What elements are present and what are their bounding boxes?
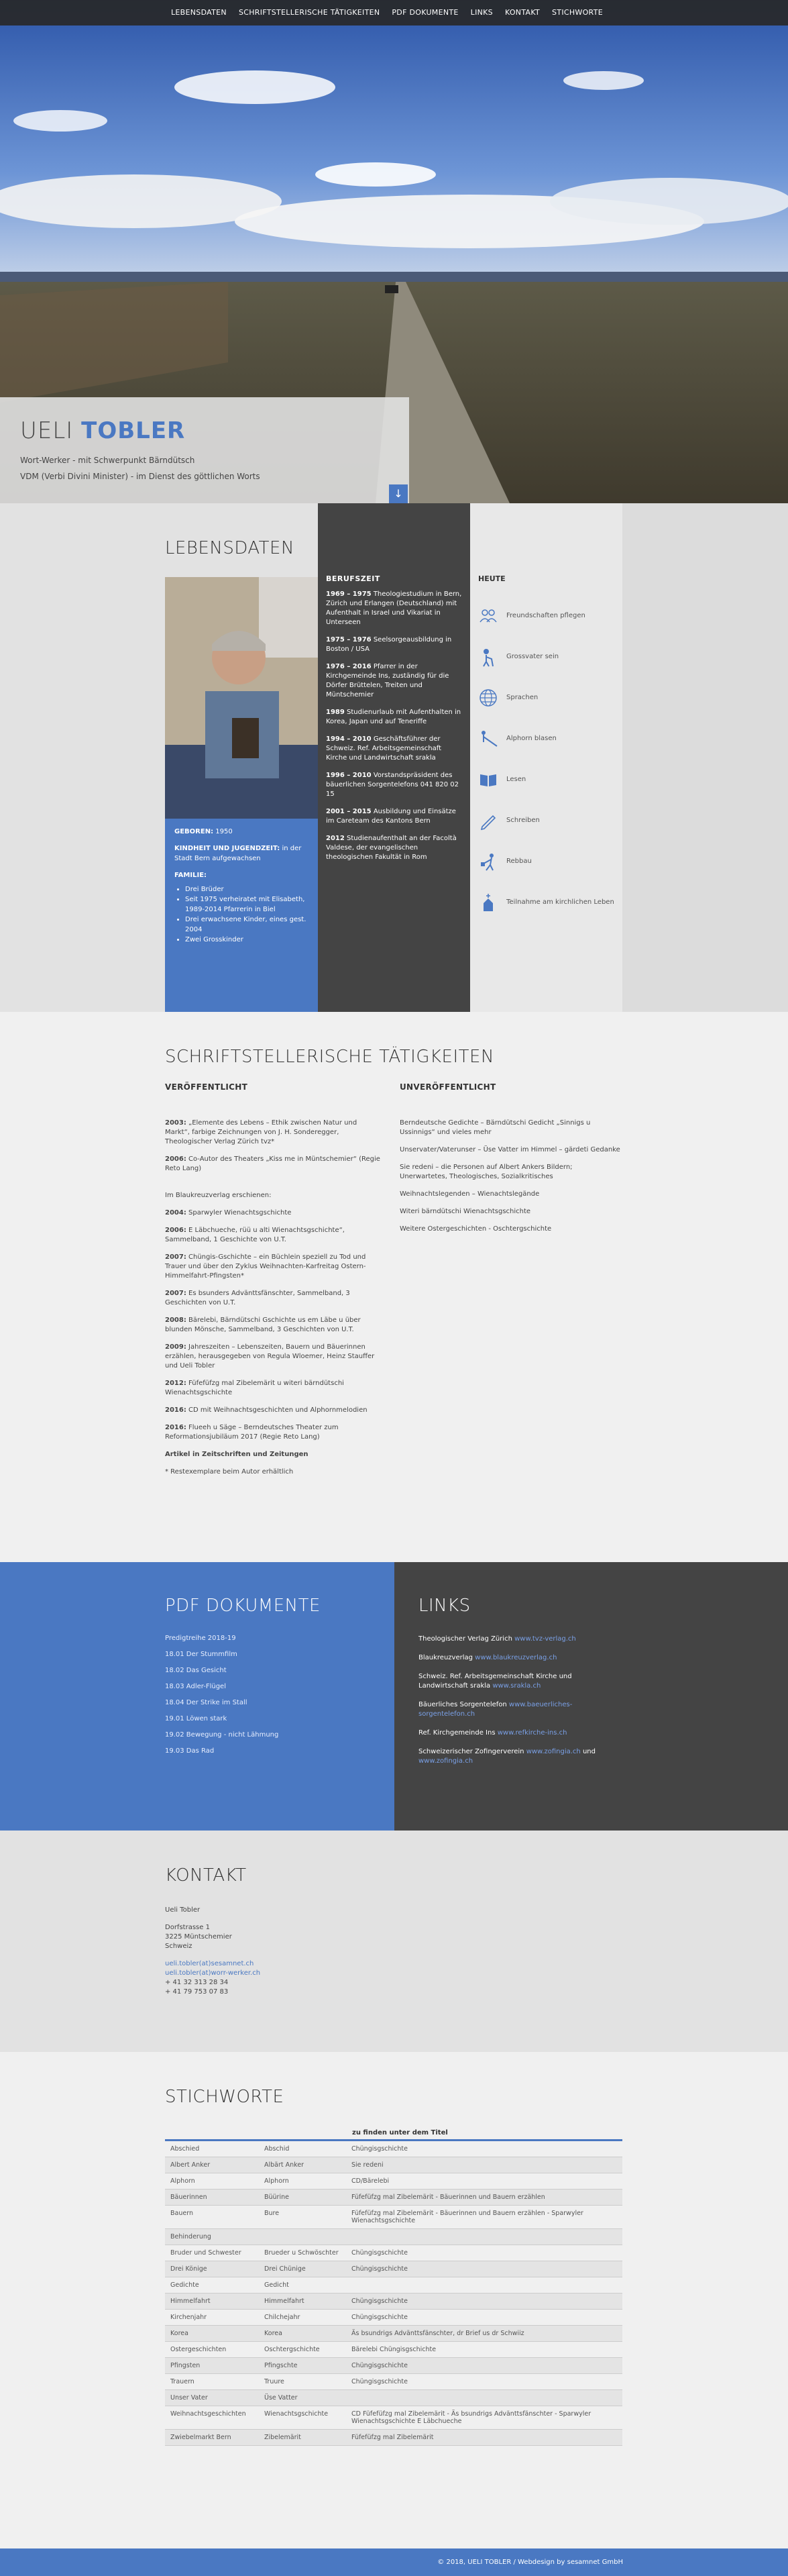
titel-cell: CD Füfefüfzg mal Zibelemärit - Äs bsundrigs Advänttsfänschter - Sparwyler Wienachtsgschichte E Läbchueche [346, 2406, 622, 2430]
geboren-value: 1950 [213, 828, 233, 835]
contact-email-link[interactable]: ueli.tobler(at)worr-werker.ch [165, 1969, 261, 1977]
beruf-item: 1996 – 2010 Vorstandspräsident des bäuerlichen Sorgentelefons 041 820 02 15 [326, 772, 459, 798]
pdf-item[interactable]: 18.01 Der Stummfilm [165, 1651, 237, 1658]
link-item: Bäuerliches Sorgentelefon www.baeuerliches-sorgentelefon.ch [418, 1701, 573, 1718]
section-title-stichworte: STICHWORTE [165, 2087, 284, 2107]
pdf-item[interactable]: Predigtreihe 2018-19 [165, 1635, 236, 1642]
people-icon [478, 606, 498, 626]
unpublished-item: Weitere Ostergeschichten - Oschtergschichte [400, 1225, 552, 1233]
section-title-schrift: SCHRIFTSTELLERISCHE TÄTIGKEITEN [165, 1047, 494, 1067]
church-icon [478, 892, 498, 913]
contact-email-link[interactable]: ueli.tobler(at)sesamnet.ch [165, 1960, 254, 1967]
stichwort-cell: Alphorn [165, 2173, 259, 2189]
stichwort-cell: Pfingsten [165, 2358, 259, 2374]
mundart-cell: Wienachtsgschichte [259, 2406, 346, 2430]
section-title-kontakt: KONTAKT [165, 1865, 247, 1886]
contact-phone: + 41 32 313 28 34 [165, 1979, 229, 1986]
stichwort-cell: Bäuerinnen [165, 2189, 259, 2206]
publication-item: 2006: Co-Autor des Theaters „Kiss me in Müntschemier“ (Regie Reto Lang) [165, 1155, 380, 1172]
titel-cell: Bärelebi Chüngisgschichte [346, 2342, 622, 2358]
table-row [165, 2173, 622, 2189]
titel-cell: CD/Bärelebi [346, 2173, 622, 2189]
section-title-links: LINKS [418, 1596, 471, 1616]
arrow-down-icon[interactable]: ↓ [389, 484, 408, 503]
berufszeit-column [318, 503, 470, 1012]
hero-section [0, 0, 788, 503]
pdf-item[interactable]: 19.03 Das Rad [165, 1747, 215, 1755]
publication-item: 2007: Es bsunders Advänttsfänschter, Sammelband, 3 Geschichten von U.T. [165, 1290, 350, 1306]
table-row [165, 2141, 622, 2157]
hero-subtitle-line-1: Wort-Werker - mit Schwerpunkt Bärndütsch [20, 456, 195, 465]
table-row [165, 2326, 622, 2342]
stichwort-cell: Himmelfahrt [165, 2294, 259, 2310]
table-row [165, 2390, 622, 2406]
beruf-item: 1975 – 1976 Seelsorgeausbildung in Boston / USA [326, 636, 452, 653]
titel-cell: Chüngisgschichte [346, 2294, 622, 2310]
stichwort-cell: Zwiebelmarkt Bern [165, 2430, 259, 2446]
pen-icon [478, 811, 498, 831]
contact-phone: + 41 79 753 07 83 [165, 1988, 229, 1996]
veroeffentlicht-heading: VERÖFFENTLICHT [165, 1082, 248, 1092]
publication-item: Artikel in Zeitschriften und Zeitungen [165, 1451, 308, 1458]
beruf-item: 1989 Studienurlaub mit Aufenthalten in Korea, Japan und auf Teneriffe [326, 709, 461, 725]
heute-column [470, 503, 622, 1012]
titel-cell: Füfefüfzg mal Zibelemärit [346, 2430, 622, 2446]
contact-city: 3225 Müntschemier [165, 1933, 232, 1941]
mundart-cell: Büürine [259, 2189, 346, 2206]
titel-cell: Chüngisgschichte [346, 2141, 622, 2157]
mundart-cell: Oschtergschichte [259, 2342, 346, 2358]
stichwort-cell: Unser Vater [165, 2390, 259, 2406]
pdf-dokumente-panel [0, 1562, 394, 1831]
hero-subtitle-line-2: VDM (Verbi Divini Minister) - im Dienst des göttlichen Worts [20, 472, 260, 481]
mundart-cell: Korea [259, 2326, 346, 2342]
stichworte-table [165, 2139, 622, 2446]
publication-item: 2009: Jahreszeiten – Lebenszeiten, Bauern und Bäuerinnen erzählen, herausgegeben von Regula Wloemer, Heinz Stauffer und Ueli Tobler [165, 1343, 375, 1370]
table-row [165, 2342, 622, 2358]
heute-item: Freundschaften pflegen [478, 595, 614, 636]
link-item: Schweizerischer Zofingerverein www.zofingia.ch und www.zofingia.ch [418, 1748, 596, 1765]
schriftstellerische-section [0, 1012, 788, 1562]
table-row [165, 2261, 622, 2277]
titel-cell [346, 2277, 622, 2294]
familie-item: • Seit 1975 verheiratet mit Elisabeth, 1989-2014 Pfarrerin in Biel [185, 894, 308, 915]
grandfather-icon [478, 647, 498, 667]
table-row [165, 2358, 622, 2374]
heute-item: Lesen [478, 759, 614, 800]
link-url[interactable]: www.refkirche-ins.ch [497, 1729, 567, 1737]
unveroeffentlicht-column [400, 1082, 621, 1242]
portrait-photo [165, 577, 318, 819]
familie-item: • Drei erwachsene Kinder, eines gest. 2004 [185, 915, 308, 935]
beruf-item: 1994 – 2010 Geschäftsführer der Schweiz. Ref. Arbeitsgemeinschaft Kirche und Landwirtschaft srakla [326, 735, 442, 762]
link-item: Theologischer Verlag Zürich www.tvz-verlag.ch [418, 1635, 576, 1643]
link-url[interactable]: www.tvz-verlag.ch [514, 1635, 576, 1643]
nav-item-links[interactable]: LINKS [470, 8, 493, 17]
publication-item: Im Blaukreuzverlag erschienen: [165, 1192, 272, 1199]
publication-item: 2008: Bärelebi, Bärndütschi Gschichte us em Läbe u über blunden Mönsche, Sammelband, 3 Geschichten von U.T. [165, 1317, 361, 1333]
stichwort-cell: Bruder und Schwester [165, 2245, 259, 2261]
table-row [165, 2229, 622, 2245]
unveroeffentlicht-heading: UNVERÖFFENTLICHT [400, 1082, 496, 1092]
nav-item-pdf-dokumente[interactable]: PDF DOKUMENTE [392, 8, 459, 17]
heute-item: Rebbau [478, 841, 614, 882]
table-row [165, 2277, 622, 2294]
titel-cell [346, 2229, 622, 2245]
publication-item: * Restexemplare beim Autor erhältlich [165, 1468, 294, 1476]
titel-cell: Chüngisgschichte [346, 2310, 622, 2326]
familie-label: FAMILIE: [174, 872, 207, 879]
titel-cell: Chüngisgschichte [346, 2358, 622, 2374]
kindheit-label: KINDHEIT UND JUGENDZEIT: [174, 845, 280, 852]
stichwort-cell: Behinderung [165, 2229, 259, 2245]
beruf-item: 2001 – 2015 Ausbildung und Einsätze im Careteam des Kantons Bern [326, 808, 456, 825]
contact-country: Schweiz [165, 1943, 192, 1950]
alphorn-icon [478, 729, 498, 749]
stichwort-cell: Kirchenjahr [165, 2310, 259, 2326]
hero-name: UELI TOBLER [20, 417, 186, 444]
globe-icon [478, 688, 498, 708]
heute-heading: HEUTE [478, 574, 506, 583]
publication-item: 2016: Flueeh u Säge – Berndeutsches Theater zum Reformationsjubiläum 2017 (Regie Reto Lang) [165, 1424, 339, 1441]
mundart-cell: Himmelfahrt [259, 2294, 346, 2310]
mundart-cell: Albärt Anker [259, 2157, 346, 2173]
table-row [165, 2374, 622, 2390]
publication-item: 2003: „Elemente des Lebens – Ethik zwischen Natur und Markt“, farbige Zeichnungen von J. H. Sonderegger, Theologischer Verlag Zürich tvz* [165, 1119, 357, 1145]
geboren-label: GEBOREN: [174, 828, 214, 835]
stichwort-cell: Albert Anker [165, 2157, 259, 2173]
stichwort-cell: Abschied [165, 2141, 259, 2157]
heute-item: Schreiben [478, 800, 614, 841]
mundart-cell: Abschid [259, 2141, 346, 2157]
nav-item-schriftstellerische-taetigkeiten[interactable]: SCHRIFTSTELLERISCHE TÄTIGKEITEN [238, 8, 380, 17]
mundart-cell: Drei Chünige [259, 2261, 346, 2277]
titel-cell: Sie redeni [346, 2157, 622, 2173]
titel-cell: Füfefüfzg mal Zibelemärit - Bäuerinnen und Bauern erzählen [346, 2189, 622, 2206]
publication-item: 2012: Füfefüfzg mal Zibelemärit u witeri bärndütschi Wienachtsgschichte [165, 1380, 344, 1396]
stichworte-section [0, 2052, 788, 2548]
link-url[interactable]: www.baeuerliches-sorgentelefon.ch [418, 1701, 573, 1718]
pdf-links-section [0, 1562, 788, 1831]
book-icon [478, 770, 498, 790]
titel-cell: Chüngisgschichte [346, 2261, 622, 2277]
stichworte-table-header: zu finden unter dem Titel [352, 2129, 448, 2136]
pdf-item[interactable]: 18.02 Das Gesicht [165, 1667, 227, 1674]
titel-cell: Chüngisgschichte [346, 2245, 622, 2261]
titel-cell: Füfefüfzg mal Zibelemärit - Bäuerinnen und Bauern erzählen - Sparwyler Wienachtsgschichte [346, 2206, 622, 2229]
mundart-cell: Zibelemärit [259, 2430, 346, 2446]
table-row [165, 2245, 622, 2261]
publication-item: 2006: E Läbchueche, rüü u alti Wienachtsgschichte“, Sammelband, 1 Geschichte von U.T. [165, 1227, 345, 1243]
section-title-lebensdaten: LEBENSDATEN [165, 538, 294, 558]
profile-card [165, 577, 318, 1012]
mundart-cell: Alphorn [259, 2173, 346, 2189]
mundart-cell: Brueder u Schwöschter [259, 2245, 346, 2261]
link-item: Blaukreuzverlag www.blaukreuzverlag.ch [418, 1654, 557, 1661]
pdf-item[interactable]: 19.01 Löwen stark [165, 1715, 227, 1722]
lebensdaten-section [0, 503, 788, 1012]
gardening-icon [478, 852, 498, 872]
mundart-cell: Gedicht [259, 2277, 346, 2294]
stichwort-cell: Bauern [165, 2206, 259, 2229]
stichwort-cell: Korea [165, 2326, 259, 2342]
pdf-item[interactable]: 18.03 Adler-Flügel [165, 1683, 226, 1690]
contact-name: Ueli Tobler [165, 1906, 201, 1914]
heute-item: Grossvater sein [478, 636, 614, 677]
publication-item: 2016: CD mit Weihnachtsgeschichten und Alphornmelodien [165, 1406, 368, 1414]
link-item: Schweiz. Ref. Arbeitsgemeinschaft Kirche und Landwirtschaft srakla www.srakla.ch [418, 1673, 572, 1690]
links-panel [394, 1562, 788, 1831]
nav-item-kontakt[interactable]: KONTAKT [504, 8, 541, 17]
heute-item: Teilnahme am kirchlichen Leben [478, 882, 614, 923]
table-row [165, 2310, 622, 2326]
kontakt-section [0, 1831, 788, 2052]
mundart-cell: Chilchejahr [259, 2310, 346, 2326]
link-url[interactable]: www.srakla.ch [492, 1682, 541, 1690]
beruf-item: 1969 – 1975 Theologiestudium in Bern, Zürich und Erlangen (Deutschland) mit Aufenthalt in Israel und Vikariat in Unterseen [326, 590, 462, 626]
link-url[interactable]: www.zofingia.ch [418, 1757, 473, 1765]
stichwort-cell: Ostergeschichten [165, 2342, 259, 2358]
table-row [165, 2406, 622, 2430]
table-row [165, 2430, 622, 2446]
stichwort-cell: Weihnachtsgeschichten [165, 2406, 259, 2430]
unpublished-item: Berndeutsche Gedichte – Bärndütschi Gedicht „Sinnigs u Ussinnigs“ und vieles mehr [400, 1119, 591, 1136]
berufszeit-heading: BERUFSZEIT [326, 574, 380, 583]
familie-item: • Zwei Grosskinder [185, 935, 308, 945]
unpublished-item: Sie redeni – die Personen auf Albert Ankers Bildern; Unerwartetes, Theologisches, Sozialkritisches [400, 1164, 573, 1180]
table-row [165, 2157, 622, 2173]
pdf-item[interactable]: 18.04 Der Strike im Stall [165, 1699, 247, 1706]
veroeffentlicht-column [165, 1082, 381, 1485]
nav-item-lebensdaten[interactable]: LEBENSDATEN [171, 8, 227, 17]
heute-item: Sprachen [478, 677, 614, 718]
titel-cell: Chüngisgschichte [346, 2374, 622, 2390]
contact-street: Dorfstrasse 1 [165, 1924, 210, 1931]
table-row [165, 2189, 622, 2206]
familie-item: • Drei Brüder [185, 884, 308, 894]
heute-item: Alphorn blasen [478, 718, 614, 759]
section-title-pdf: PDF DOKUMENTE [165, 1596, 321, 1616]
link-url[interactable]: www.zofingia.ch [526, 1748, 581, 1755]
hero-caption-box [0, 397, 409, 503]
link-item: Ref. Kirchgemeinde Ins www.refkirche-ins.ch [418, 1729, 567, 1737]
titel-cell [346, 2390, 622, 2406]
beruf-item: 1976 – 2016 Pfarrer in der Kirchgemeinde Ins, zuständig für die Dörfer Brüttelen, Treiten und Müntschemier [326, 663, 449, 699]
stichwort-cell: Gedichte [165, 2277, 259, 2294]
contact-address [165, 1906, 260, 2005]
table-row [165, 2294, 622, 2310]
page-footer: © 2018, UELI TOBLER / Webdesign by sesamnet GmbH [0, 2548, 788, 2576]
pdf-item[interactable]: 19.02 Bewegung - nicht Lähmung [165, 1731, 279, 1739]
mundart-cell: Üse Vatter [259, 2390, 346, 2406]
mundart-cell: Bure [259, 2206, 346, 2229]
unpublished-item: Unservater/Vaterunser – Üse Vatter im Himmel – gärdeti Gedanke [400, 1146, 620, 1153]
publication-item: 2007: Chüngis-Gschichte – ein Büchlein speziell zu Tod und Trauer und über den Zyklus Weihnachten-Karfreitag Ostern-Himmelfahrt-Pfingsten* [165, 1253, 366, 1280]
nav-item-stichworte[interactable]: STICHWORTE [552, 8, 603, 17]
mundart-cell [259, 2229, 346, 2245]
stichwort-cell: Drei Könige [165, 2261, 259, 2277]
stichwort-cell: Trauern [165, 2374, 259, 2390]
titel-cell: Äs bsundrigs Advänttsfänschter, dr Brief us dr Schwiiz [346, 2326, 622, 2342]
unpublished-item: Witeri bärndütschi Wienachtsgschichte [400, 1208, 531, 1215]
mundart-cell: Pfingschte [259, 2358, 346, 2374]
beruf-item: 2012 Studienaufenthalt an der Facoltà Valdese, der evangelischen theologischen Fakultät in Rom [326, 835, 457, 861]
mundart-cell: Truure [259, 2374, 346, 2390]
unpublished-item: Weihnachtslegenden – Wienachtslegände [400, 1190, 540, 1198]
table-row [165, 2206, 622, 2229]
kindheit-value: in der Stadt Bern aufgewachsen [174, 845, 302, 862]
publication-item: 2004: Sparwyler Wienachtsgschichte [165, 1209, 292, 1217]
link-url[interactable]: www.blaukreuzverlag.ch [475, 1654, 557, 1661]
main-navigation [0, 0, 788, 25]
